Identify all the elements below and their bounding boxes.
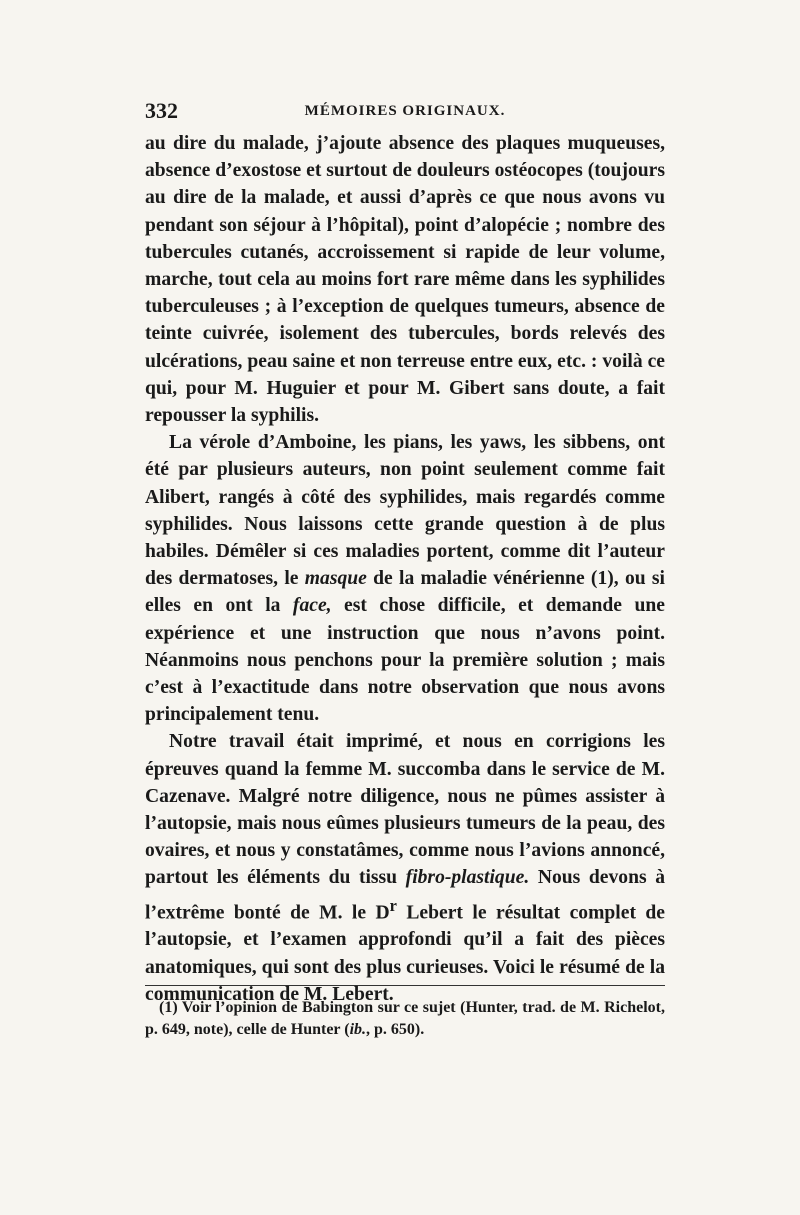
footnote-text-b: , p. 650). (366, 1021, 425, 1038)
paragraph-3-text-b: Nous devons à l’extrême bonté de M. le D (145, 867, 665, 924)
paragraph-3-text-a: Notre travail était imprimé, et nous en corrigions les épreuves quand la femme M. succomba dans le service de M. Cazenave. Malgré notre diligence, nous ne pûmes assister à l’autopsie, mais nous eûmes plusieurs tumeurs de la peau, des ovaires, et nous y constatâmes, comme nous l’avions annoncé, partout les éléments du tissu (145, 731, 665, 889)
paragraph-2 (145, 429, 665, 728)
body-text (145, 130, 665, 1008)
italic-fibro-plastique: fibro-plastique. (405, 867, 530, 889)
running-title: MÉMOIRES ORIGINAUX. (304, 103, 506, 119)
superscript-r: r (389, 895, 397, 915)
paragraph-3 (145, 728, 665, 1008)
paragraph-2-text-a: La vérole d’Amboine, les pians, les yaws, les sibbens, ont été par plusieurs auteurs, non point seulement comme fait Alibert, rangés à côté des syphilides, mais regardés comme syphilides. Nous laissons cette grande question à de plus habiles. Démêler si ces maladies portent, comme dit l’auteur des dermatoses, le (145, 432, 665, 590)
paragraph-2-text-c: est chose difficile, et demande une expérience et une instruction que nous n’avons point. Néanmoins nous penchons pour la première solution ; mais c’est à l’exactitude dans notre observation que nous avons principalement tenu. (145, 595, 665, 726)
page-header (145, 98, 665, 128)
paragraph-3-text-c: Lebert le résultat complet de l’autopsie, et l’examen approfondi qu’il a fait des pièces anatomiques, qui sont des plus curieuses. Voici le résumé de la communication de M. Lebert. (145, 902, 665, 1005)
footnote (145, 997, 665, 1041)
paragraph-1 (145, 130, 665, 429)
italic-face: face, (292, 595, 332, 617)
footnote-text-a: (1) Voir l’opinion de Babington sur ce sujet (Hunter, trad. de M. Richelot, p. 649, note), celle de Hunter ( (145, 999, 665, 1038)
footnote-italic-ib: ib. (349, 1021, 367, 1038)
paragraph-2-text-b: de la maladie vénérienne (1), ou si elles en ont la (145, 568, 665, 617)
italic-masque: masque (304, 568, 367, 590)
paragraph-1-text: au dire du malade, j’ajoute absence des plaques muqueuses, absence d’exostose et surtout de douleurs ostéocopes (toujours au dire de la malade, et aussi d’après ce que nous avons vu pendant son séjour à l’hôpital), point d’alopécie ; nombre des tubercules cutanés, accroissement si rapide de leur volume, marche, tout cela au moins fort rare même dans les syphilides tuberculeuses ; à l’exception de quelques tumeurs, absence de teinte cuivrée, isolement des tubercules, bords relevés des ulcérations, peau saine et non terreuse entre eux, etc. : voilà ce qui, pour M. Huguier et pour M. Gibert sans doute, a fait repousser la syphilis. (145, 133, 665, 427)
footnote-rule (145, 985, 665, 986)
page-number: 332 (145, 98, 178, 123)
